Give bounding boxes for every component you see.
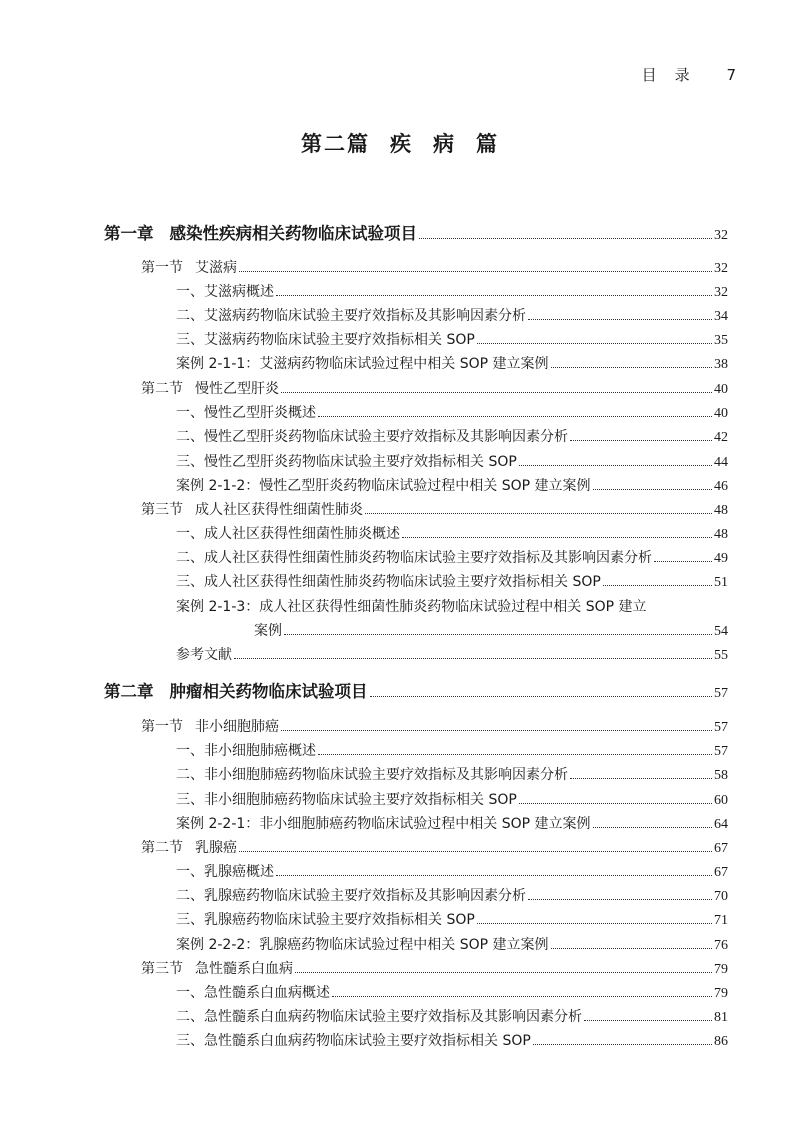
item-title: 一、艾滋病概述 xyxy=(176,284,274,300)
item-title: 二、乳腺癌药物临床试验主要疗效指标及其影响因素分析 xyxy=(176,888,526,904)
header-page-number: 7 xyxy=(726,66,736,84)
dot-leader xyxy=(519,465,712,466)
section-title: 乳腺癌 xyxy=(195,840,237,856)
page-number: 44 xyxy=(714,455,728,470)
dot-leader xyxy=(402,537,712,538)
part-title-char-3: 篇 xyxy=(476,132,499,156)
toc-chapter-2[interactable] xyxy=(104,682,728,704)
dot-leader xyxy=(528,899,712,900)
part-title xyxy=(0,128,800,158)
dot-leader xyxy=(654,561,712,562)
toc-section-1-2[interactable] xyxy=(141,379,728,400)
page-number: 42 xyxy=(714,430,728,445)
chapter-number: 第一章 xyxy=(104,224,154,243)
part-title-char-1: 疾 xyxy=(390,132,413,156)
toc-case[interactable] xyxy=(176,814,728,835)
toc-item[interactable] xyxy=(176,886,728,907)
toc-section-1-1[interactable] xyxy=(141,258,728,279)
page-number: 32 xyxy=(714,261,728,276)
dot-leader xyxy=(295,972,712,973)
item-title: 三、成人社区获得性细菌性肺炎药物临床试验主要疗效指标相关 SOP xyxy=(176,574,601,590)
dot-leader xyxy=(593,489,712,490)
section-number: 第三节 xyxy=(141,502,183,518)
page-number: 40 xyxy=(714,382,728,397)
item-title: 三、慢性乙型肝炎药物临床试验主要疗效指标相关 SOP xyxy=(176,454,517,470)
section-number: 第一节 xyxy=(141,719,183,735)
dot-leader xyxy=(284,634,712,635)
page-number: 79 xyxy=(714,986,728,1001)
page-number: 34 xyxy=(714,309,728,324)
section-title: 成人社区获得性细菌性肺炎 xyxy=(195,502,363,518)
dot-leader xyxy=(332,996,712,997)
toc-item[interactable] xyxy=(176,1031,728,1052)
toc-item[interactable] xyxy=(176,427,728,448)
page-number: 32 xyxy=(714,228,728,243)
page-number: 46 xyxy=(714,479,728,494)
item-title: 二、艾滋病药物临床试验主要疗效指标及其影响因素分析 xyxy=(176,308,526,324)
chapter-title: 肿瘤相关药物临床试验项目 xyxy=(169,682,368,701)
toc-case[interactable] xyxy=(176,476,728,497)
section-number: 第三节 xyxy=(141,961,183,977)
case-title-continued: 案例 xyxy=(254,623,282,639)
toc-case[interactable] xyxy=(176,354,728,375)
dot-leader xyxy=(533,1044,712,1045)
toc-item[interactable] xyxy=(176,910,728,931)
item-title: 三、乳腺癌药物临床试验主要疗效指标相关 SOP xyxy=(176,912,475,928)
toc-item[interactable] xyxy=(176,1007,728,1028)
page-number: 64 xyxy=(714,817,728,832)
dot-leader xyxy=(239,271,712,272)
header-title: 目录 xyxy=(641,66,708,84)
page-number: 49 xyxy=(714,551,728,566)
dot-leader xyxy=(318,416,712,417)
toc-item[interactable] xyxy=(176,741,728,762)
dot-leader xyxy=(276,295,712,296)
toc-item[interactable] xyxy=(176,790,728,811)
item-title: 二、急性髓系白血病药物临床试验主要疗效指标及其影响因素分析 xyxy=(176,1009,582,1025)
case-title: 案例 2-1-1：艾滋病药物临床试验过程中相关 SOP 建立案例 xyxy=(176,356,549,372)
section-number: 第二节 xyxy=(141,840,183,856)
page-number: 58 xyxy=(714,768,728,783)
toc-item[interactable] xyxy=(176,403,728,424)
toc-references[interactable] xyxy=(176,645,728,666)
dot-leader xyxy=(281,392,712,393)
page-number: 76 xyxy=(714,938,728,953)
toc-item[interactable] xyxy=(176,572,728,593)
case-title: 案例 2-1-2：慢性乙型肝炎药物临床试验过程中相关 SOP 建立案例 xyxy=(176,478,591,494)
page-number: 60 xyxy=(714,793,728,808)
dot-leader xyxy=(584,1020,712,1021)
toc-item[interactable] xyxy=(176,282,728,303)
toc-item[interactable] xyxy=(176,452,728,473)
toc-case[interactable] xyxy=(176,935,728,956)
section-number: 第二节 xyxy=(141,381,183,397)
page-number: 67 xyxy=(714,865,728,880)
page-number: 48 xyxy=(714,503,728,518)
dot-leader xyxy=(603,585,712,586)
page-number: 86 xyxy=(714,1034,728,1049)
page-number: 38 xyxy=(714,357,728,372)
page-number: 48 xyxy=(714,527,728,542)
dot-leader xyxy=(570,778,712,779)
item-title: 一、乳腺癌概述 xyxy=(176,864,274,880)
item-title: 二、慢性乙型肝炎药物临床试验主要疗效指标及其影响因素分析 xyxy=(176,429,568,445)
toc-section-2-1[interactable] xyxy=(141,717,728,738)
page-number: 67 xyxy=(714,841,728,856)
dot-leader xyxy=(370,696,713,697)
toc-item[interactable] xyxy=(176,765,728,786)
page-number: 55 xyxy=(714,648,728,663)
dot-leader xyxy=(276,875,712,876)
page-number: 57 xyxy=(714,686,728,701)
toc-item[interactable] xyxy=(176,306,728,327)
running-header xyxy=(642,64,736,85)
references-title: 参考文献 xyxy=(176,647,232,663)
item-title: 一、非小细胞肺癌概述 xyxy=(176,743,316,759)
toc-item[interactable] xyxy=(176,330,728,351)
item-title: 二、成人社区获得性细菌性肺炎药物临床试验主要疗效指标及其影响因素分析 xyxy=(176,550,652,566)
dot-leader xyxy=(477,343,712,344)
toc-case-line-1[interactable]: 案例 2-1-3：成人社区获得性细菌性肺炎药物临床试验过程中相关 SOP 建立 xyxy=(176,599,647,615)
dot-leader xyxy=(318,754,712,755)
page-number: 32 xyxy=(714,285,728,300)
page-number: 35 xyxy=(714,333,728,348)
dot-leader xyxy=(281,730,712,731)
page-number: 71 xyxy=(714,913,728,928)
page-number: 54 xyxy=(714,624,728,639)
item-title: 二、非小细胞肺癌药物临床试验主要疗效指标及其影响因素分析 xyxy=(176,767,568,783)
case-title: 案例 2-2-2：乳腺癌药物临床试验过程中相关 SOP 建立案例 xyxy=(176,937,549,953)
part-title-number: 第二篇 xyxy=(301,132,370,156)
page-number: 79 xyxy=(714,962,728,977)
page-number: 57 xyxy=(714,744,728,759)
chapter-title: 感染性疾病相关药物临床试验项目 xyxy=(169,224,417,243)
dot-leader xyxy=(519,803,712,804)
item-title: 一、成人社区获得性细菌性肺炎概述 xyxy=(176,526,400,542)
section-title: 艾滋病 xyxy=(195,260,237,276)
page-number: 51 xyxy=(714,575,728,590)
part-title-char-2: 病 xyxy=(433,132,456,156)
toc-item[interactable] xyxy=(176,548,728,569)
page-number: 70 xyxy=(714,889,728,904)
case-title: 案例 2-2-1：非小细胞肺癌药物临床试验过程中相关 SOP 建立案例 xyxy=(176,816,591,832)
section-title: 慢性乙型肝炎 xyxy=(195,381,279,397)
dot-leader xyxy=(477,923,712,924)
chapter-number: 第二章 xyxy=(104,682,154,701)
dot-leader xyxy=(234,658,712,659)
item-title: 三、非小细胞肺癌药物临床试验主要疗效指标相关 SOP xyxy=(176,792,517,808)
toc-chapter-1[interactable] xyxy=(104,224,728,246)
dot-leader xyxy=(570,440,712,441)
dot-leader xyxy=(551,948,712,949)
toc-item[interactable] xyxy=(176,983,728,1004)
dot-leader xyxy=(528,319,712,320)
section-number: 第一节 xyxy=(141,260,183,276)
dot-leader xyxy=(239,851,712,852)
toc-item[interactable] xyxy=(176,862,728,883)
page-number: 40 xyxy=(714,406,728,421)
item-title: 一、慢性乙型肝炎概述 xyxy=(176,405,316,421)
section-title: 非小细胞肺癌 xyxy=(195,719,279,735)
item-title: 三、艾滋病药物临床试验主要疗效指标相关 SOP xyxy=(176,332,475,348)
dot-leader xyxy=(593,827,712,828)
dot-leader xyxy=(419,238,712,239)
toc-item[interactable] xyxy=(176,524,728,545)
toc-section-2-3[interactable] xyxy=(141,959,728,980)
dot-leader xyxy=(365,513,712,514)
item-title: 三、急性髓系白血病药物临床试验主要疗效指标相关 SOP xyxy=(176,1033,531,1049)
page-number: 81 xyxy=(714,1010,728,1025)
toc-section-1-3[interactable] xyxy=(141,500,728,521)
page-number: 57 xyxy=(714,720,728,735)
toc-case-line-2[interactable] xyxy=(254,621,728,642)
toc-section-2-2[interactable] xyxy=(141,838,728,859)
dot-leader xyxy=(551,367,712,368)
section-title: 急性髓系白血病 xyxy=(195,961,293,977)
item-title: 一、急性髓系白血病概述 xyxy=(176,985,330,1001)
